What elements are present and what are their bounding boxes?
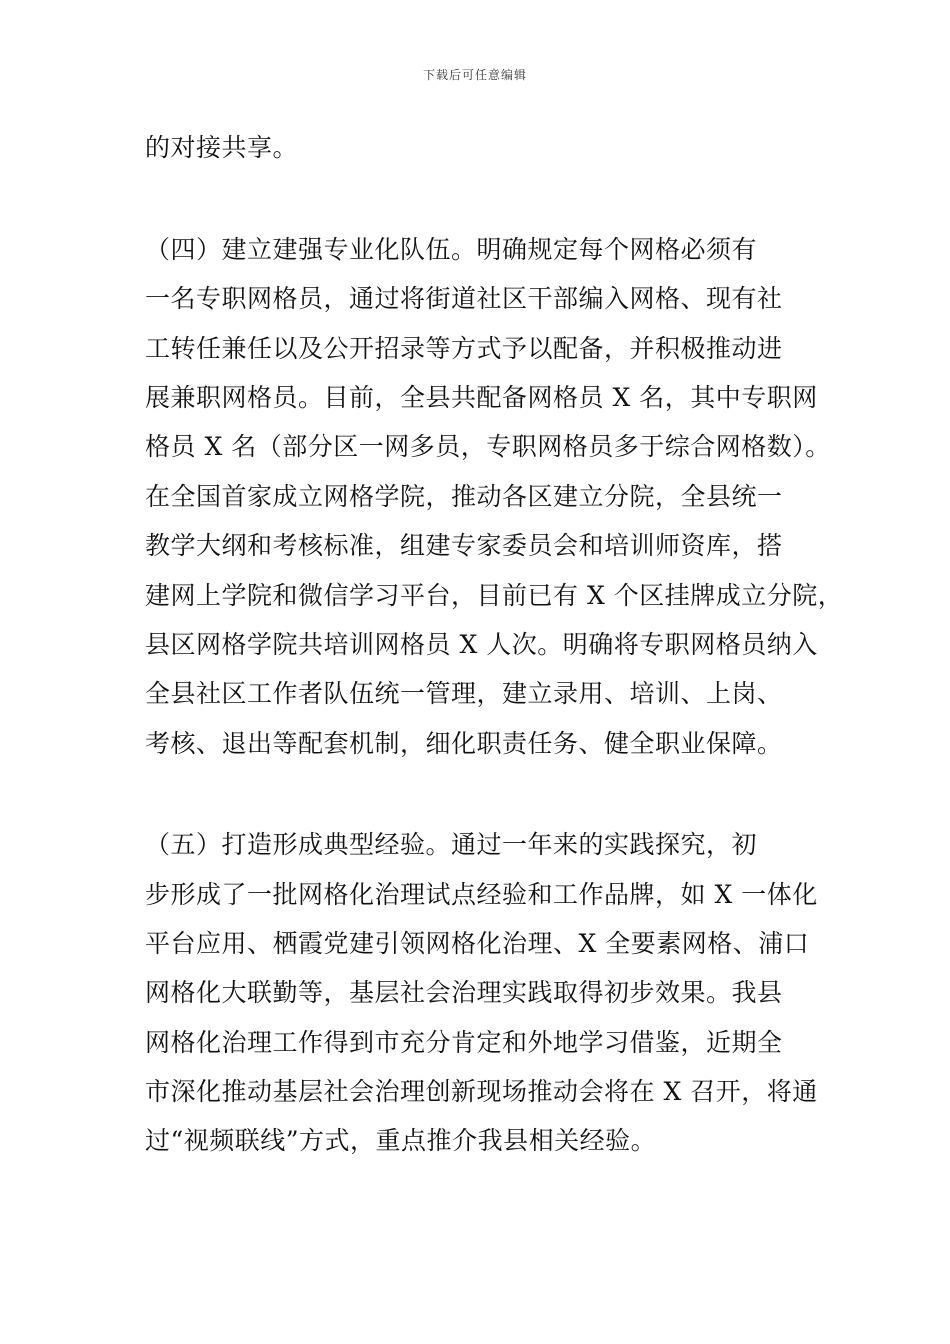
text-line: 教学大纲和考核标准，组建专家委员会和培训师资库，搭 (145, 531, 783, 560)
text-line: 过“视频联线”方式，重点推介我县相关经验。 (145, 1126, 657, 1155)
text-line: 网格化大联勤等，基层社会治理实践取得初步效果。我县 (145, 978, 783, 1007)
text-line: 格员 X 名（部分区一网多员，专职网格员多于综合网格数）。 (145, 432, 831, 461)
text-line: 工转任兼任以及公开招录等方式予以配备，并积极推动进 (145, 334, 783, 363)
text-line: 全县社区工作者队伍统一管理，建立录用、培训、上岗、 (145, 679, 783, 708)
paragraph-heading-line: （五）打造形成典型经验。通过一年来的实践探究，初 (145, 830, 758, 859)
text-line: 考核、退出等配套机制，细化职责任务、健全职业保障。 (145, 729, 783, 758)
page-header-note: 下载后可任意编辑 (422, 68, 527, 82)
text-line: 建网上学院和微信学习平台，目前已有 X 个区挂牌成立分院， (145, 581, 844, 610)
text-line: 步形成了一批网格化治理试点经验和工作品牌，如 X 一体化 (145, 880, 818, 909)
text-line: 市深化推动基层社会治理创新现场推动会将在 X 召开，将通 (145, 1077, 818, 1106)
text-line: 展兼职网格员。目前，全县共配备网格员 X 名，其中专职网 (145, 383, 818, 412)
text-line: 县区网格学院共培训网格员 X 人次。明确将专职网格员纳入 (145, 630, 818, 659)
text-line: 一名专职网格员，通过将街道社区干部编入网格、现有社 (145, 284, 783, 313)
paragraph-heading-line: （四）建立建强专业化队伍。明确规定每个网格必须有 (145, 235, 758, 264)
text-line: 平台应用、栖霞党建引领网格化治理、X 全要素网格、浦口 (145, 929, 810, 958)
text-line: 在全国首家成立网格学院，推动各区建立分院，全县统一 (145, 482, 783, 511)
text-line: 的对接共享。 (145, 133, 299, 162)
text-line: 网格化治理工作得到市充分肯定和外地学习借鉴，近期全 (145, 1028, 783, 1057)
